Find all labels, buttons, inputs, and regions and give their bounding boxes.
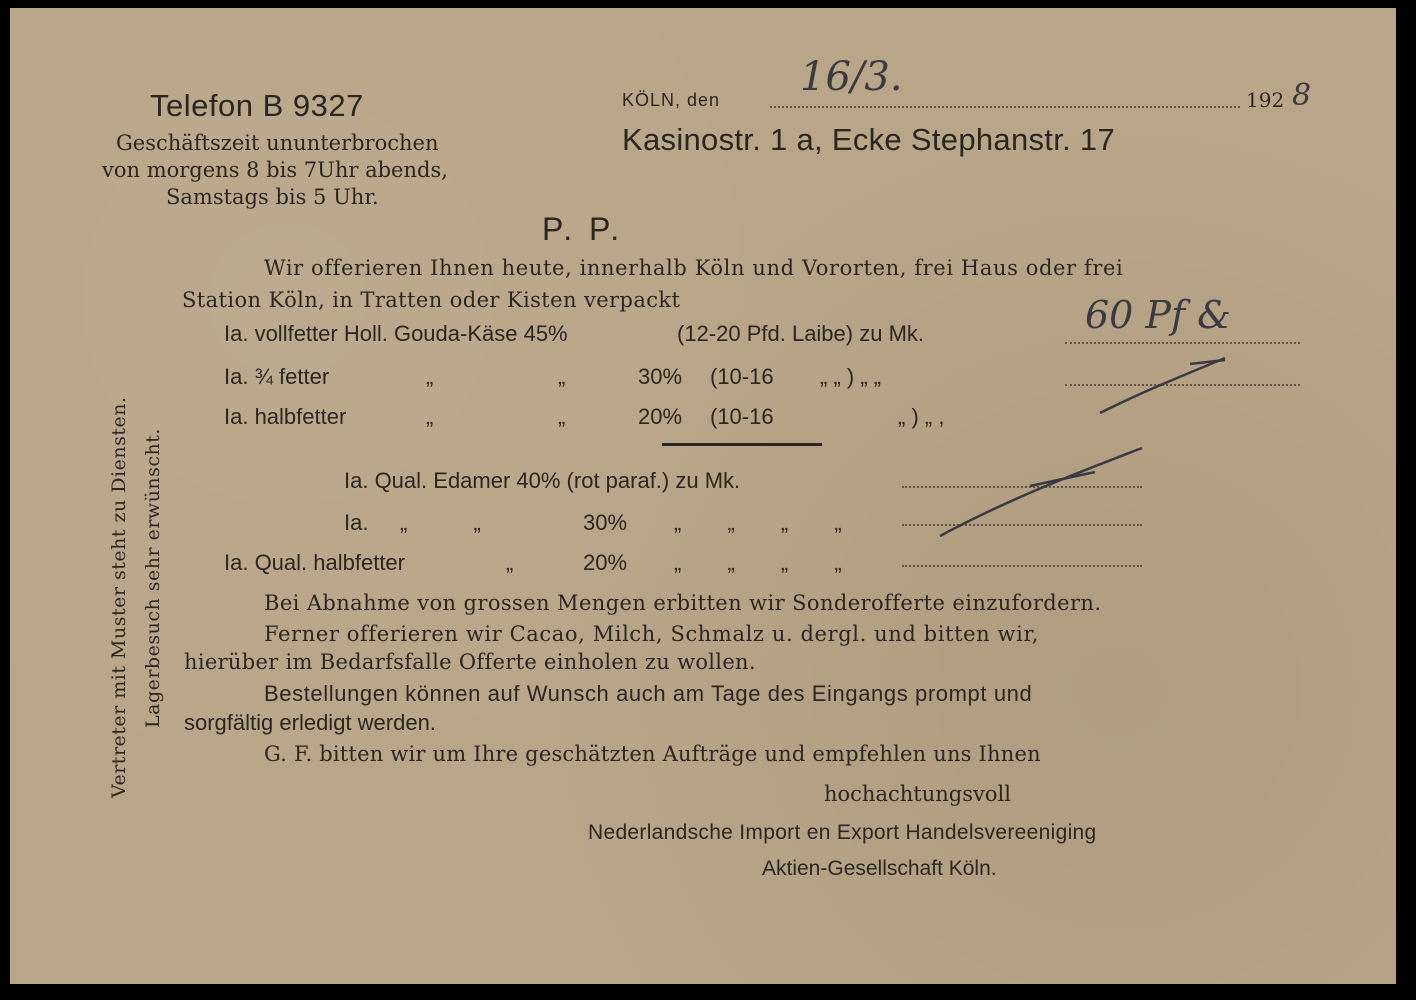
- closing-greeting: hochachtungsvoll: [824, 782, 1011, 806]
- paragraph-ferner-line-2: hierüber im Bedarfsfalle Offerte einholen zu wollen.: [184, 650, 756, 674]
- business-hours-line-1: Geschäftszeit ununterbrochen: [116, 131, 439, 155]
- gouda-half-fat-ditto-2: „: [558, 404, 566, 429]
- gouda-half-fat-label: Ia. halbfetter: [224, 404, 347, 429]
- ditto-stroke-gouda: [1100, 358, 1225, 413]
- paragraph-orders-line-2: sorgfältig erledigt werden.: [184, 710, 436, 735]
- edamer-30-pct: 30%: [583, 510, 628, 535]
- gouda-half-fat-range: (10-16: [710, 404, 774, 429]
- side-note-representative: Vertreter mit Muster steht zu Diensten.: [108, 396, 130, 798]
- ditto-stroke-edamer: [940, 448, 1142, 536]
- company-name: Nederlandsche Import en Export Handelsvereeniging: [588, 821, 1097, 844]
- business-hours-line-2: von morgens 8 bis 7Uhr abends,: [102, 158, 448, 182]
- gouda-three-quarter-ditto-1: „: [426, 364, 434, 389]
- gouda-full-fat-detail: (12-20 Pfd. Laibe) zu Mk.: [677, 321, 925, 346]
- edamer-30-dittos: „ „: [400, 510, 481, 535]
- paragraph-large-orders: Bei Abnahme von grossen Mengen erbitten wir Sonderofferte einzufordern.: [264, 591, 1102, 615]
- intro-line-2: Station Köln, in Tratten oder Kisten verpackt: [182, 288, 681, 312]
- edamer-half-fat-pct: 20%: [583, 550, 628, 575]
- ditto-stroke-gouda-tick: [1190, 360, 1225, 364]
- business-hours-line-3: Samstags bis 5 Uhr.: [166, 185, 379, 209]
- postcard: [10, 8, 1396, 984]
- ditto-stroke-edamer-2: [1030, 472, 1095, 486]
- paragraph-gf: G. F. bitten wir um Ihre geschätzten Aufträge und empfehlen uns Ihnen: [264, 742, 1041, 766]
- gouda-three-quarter-label: Ia. ¾ fetter: [224, 364, 330, 389]
- paragraph-ferner-line-1: Ferner offerieren wir Cacao, Milch, Schmalz u. dergl. und bitten wir,: [264, 622, 1040, 646]
- intro-line-1: Wir offerieren Ihnen heute, innerhalb Köln und Vororten, frei Haus oder frei: [264, 256, 1124, 280]
- gouda-half-fat-tail: „ ) „ ,: [898, 404, 945, 429]
- handwritten-date: 16/3.: [800, 54, 903, 100]
- handwritten-year-digit: 8: [1292, 78, 1312, 113]
- company-legal-form: Aktien-Gesellschaft Köln.: [762, 857, 997, 880]
- edamer-half-fat-ditto: „: [506, 550, 514, 575]
- gouda-half-fat-ditto-1: „: [426, 404, 434, 429]
- side-note-warehouse-visit: Lagerbesuch sehr erwünscht.: [142, 428, 164, 728]
- gouda-three-quarter-range: (10-16: [710, 364, 774, 389]
- gouda-full-fat-label: Ia. vollfetter Holl. Gouda-Käse 45%: [224, 321, 568, 346]
- gouda-half-fat-pct: 20%: [638, 404, 683, 429]
- edamer-30-label: Ia.: [344, 510, 369, 535]
- paragraph-orders-line-1: Bestellungen können auf Wunsch auch am Tage des Eingangs prompt und: [264, 681, 1033, 706]
- gouda-three-quarter-tail: „ „ ) „ „: [820, 364, 882, 389]
- salutation: P. P.: [542, 211, 624, 247]
- city-date-label: KÖLN, den: [622, 90, 721, 110]
- year-prefix: 192: [1246, 88, 1285, 112]
- gouda-three-quarter-ditto-2: „: [558, 364, 566, 389]
- edamer-30-tail: „ „ „ „: [674, 510, 842, 535]
- edamer-half-fat-label: Ia. Qual. halbfetter: [224, 550, 405, 575]
- address: Kasinostr. 1 a, Ecke Stephanstr. 17: [622, 122, 1116, 157]
- edamer-half-fat-tail: „ „ „ „: [674, 550, 842, 575]
- gouda-full-fat-handwritten-price: 60 Pf &: [1085, 293, 1231, 337]
- telefon-number: Telefon B 9327: [150, 88, 364, 123]
- gouda-three-quarter-pct: 30%: [638, 364, 683, 389]
- edamer-40-line: Ia. Qual. Edamer 40% (rot paraf.) zu Mk.: [344, 468, 741, 493]
